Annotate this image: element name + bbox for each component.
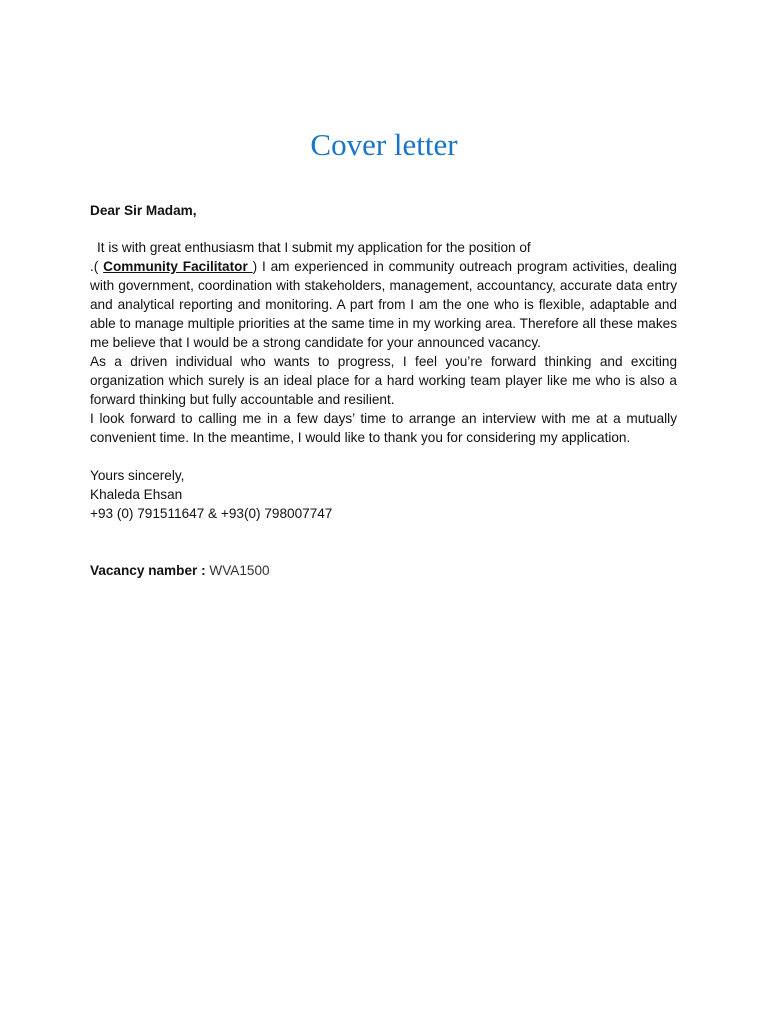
intro-open-paren: .(	[90, 259, 104, 274]
paragraph-intro	[90, 238, 677, 352]
salutation: Dear Sir Madam,	[90, 203, 197, 218]
intro-lead: It is with great enthusiasm that I submit my application for the position of	[97, 240, 531, 255]
page-title: Cover letter	[310, 127, 458, 162]
position-name: Community Facilitator	[103, 259, 253, 274]
phone-numbers: +93 (0) 791511647 & +93(0) 798007747	[90, 506, 333, 521]
vacancy-line	[90, 561, 677, 580]
vacancy-label: Vacancy namber :	[90, 563, 210, 578]
vacancy-number: WVA1500	[209, 563, 270, 578]
signoff: Yours sincerely,	[90, 468, 185, 483]
paragraph-motivation: As a driven individual who wants to progress, I feel you’re forward thinking and exciting organization which surely is an ideal place for a hard working team player like me who is also a forward thinking but fully accountable and resilient.	[90, 354, 677, 407]
signer-name: Khaleda Ehsan	[90, 487, 183, 502]
letter-body	[90, 201, 677, 580]
signature-block	[90, 466, 677, 523]
paragraph-closing: I look forward to calling me in a few days’ time to arrange an interview with me at a mutually convenient time. In the meantime, I would like to thank you for considering my application.	[90, 411, 677, 445]
intro-body: ) I am experienced in community outreach program activities, dealing with government, coordination with stakeholders, management, accountancy, accurate data entry and analytical reporting and monitoring. A part from I am the one who is flexible, adaptable and able to manage multiple priorities at the same time in my working area. Therefore all these makes me believe that I would be a strong candidate for your announced vacancy.	[90, 259, 677, 350]
